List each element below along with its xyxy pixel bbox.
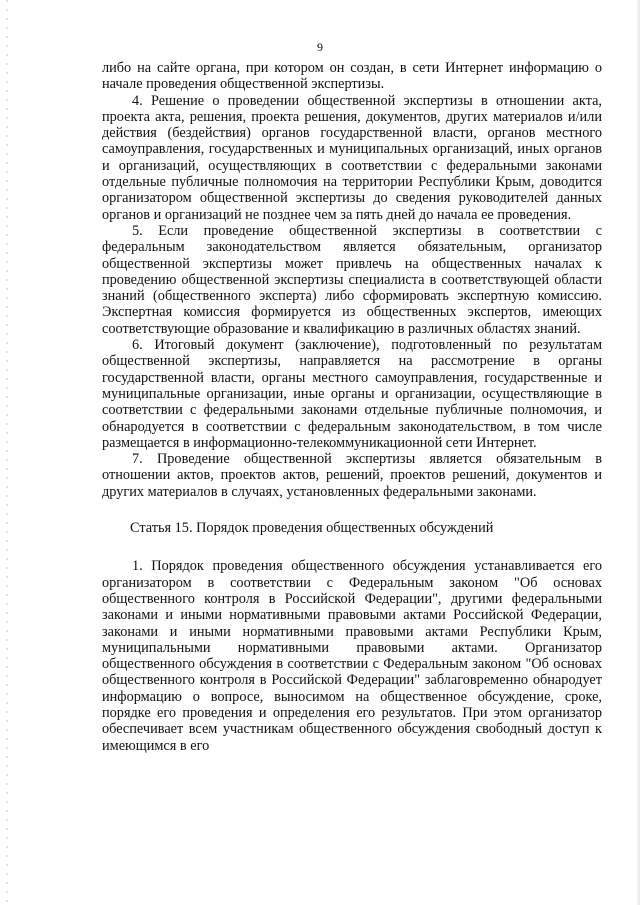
document-body (102, 60, 602, 754)
page-edge (636, 0, 640, 905)
article-heading: Статья 15. Порядок проведения общественных обсуждений (130, 520, 494, 537)
scan-margin-marks (6, 0, 8, 905)
page-number: 9 (317, 40, 323, 54)
paragraph-continuation: либо на сайте органа, при котором он создан, в сети Интернет информацию о начале проведения общественной экспертизы. (102, 60, 602, 93)
paragraph-item-4: 4. Решение о проведении общественной экспертизы в отношении акта, проекта акта, решения, проекта решения, документов, других материалов и/или действия (бездействия) органов государственной власти, органов местного самоуправления, государственных и муниципальных организаций, иных органов и организаций, осуществляющих в соответствии с федеральными законами отдельные публичные полномочия на территории Республики Крым, доводится организатором общественной экспертизы до сведения руководителей данных органов и организаций не позднее чем за пять дней до начала ее проведения. (102, 92, 602, 223)
paragraph-item-5: 5. Если проведение общественной экспертизы в соответствии с федеральным законодательством является обязательным, организатор общественной экспертизы может привлечь на общественных началах к проведению общественной экспертизы специалиста в соответствующей области знаний (общественного эксперта) либо сформировать экспертную комиссию. Экспертная комиссия формируется из общественных экспертов, имеющих соответствующие образование и квалификацию в различных областях знаний. (102, 222, 602, 337)
paragraph-item-7: 7. Проведение общественной экспертизы является обязательным в отношении актов, проектов актов, решений, проектов решений, документов и других материалов в случаях, установленных федеральными законами. (102, 451, 602, 500)
paragraph-item-6: 6. Итоговый документ (заключение), подготовленный по результатам общественной экспертизы, направляется на рассмотрение в органы государственной власти, органы местного самоуправления, государственные и муниципальные организации, иные органы и организации, осуществляющие в соответствии с федеральными законами отдельные публичные полномочия, и обнародуется в соответствии с федеральным законодательством, в том числе размещается в информационно-телекоммуникационной сети Интернет. (102, 337, 602, 451)
article-paragraph-1: 1. Порядок проведения общественного обсуждения устанавливается его организатором в соответствии с Федеральным законом "Об основах общественного контроля в Российской Федерации", другими федеральными законами и иными нормативными правовыми актами Российской Федерации, законами и иными нормативными правовыми актами Республики Крым, муниципальными нормативными правовыми актами. Организатор общественного обсуждения в соответствии с Федеральным законом "Об основах общественного контроля в Российской Федерации" заблаговременно обнародует информацию о вопросе, выносимом на общественное обсуждение, сроке, порядке его проведения и определения его результатов. При этом организатор обеспечивает всем участникам общественного обсуждения свободный доступ к имеющимся в его (102, 558, 602, 754)
